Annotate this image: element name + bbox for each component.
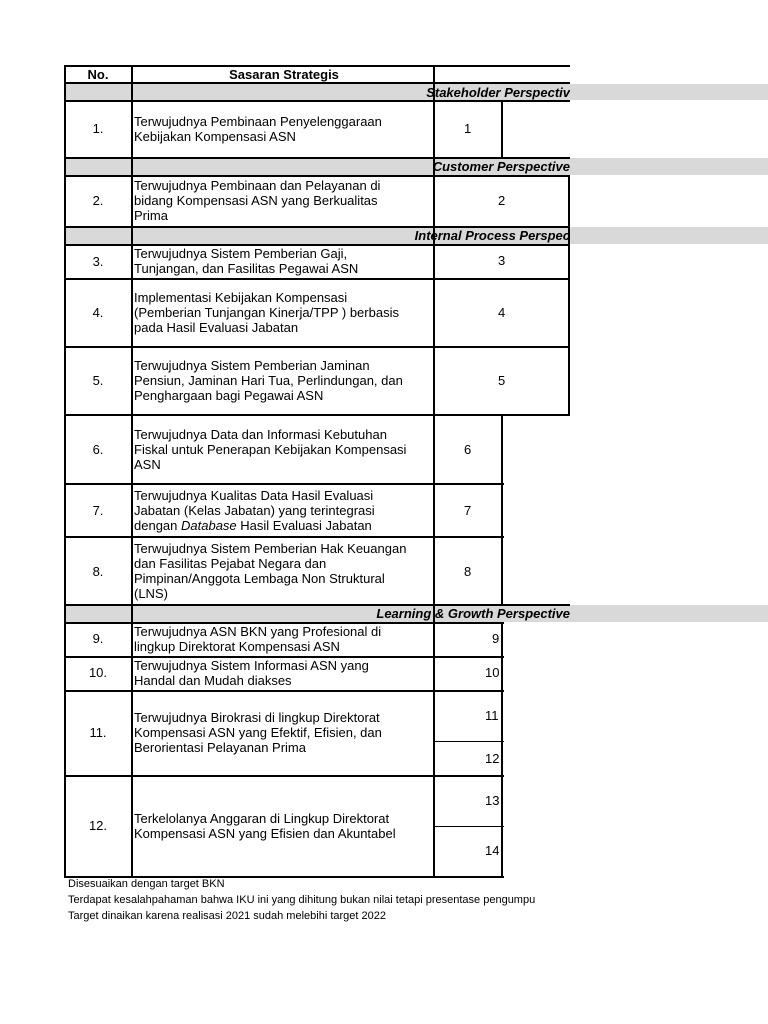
- row-11-text: Terwujudnya Birokrasi di lingkup Direktorat Kompensasi ASN yang Efektif, Efisien, dan Berorientasi Pelayanan Prima: [134, 710, 382, 755]
- row-1-text: Terwujudnya Pembinaan Penyelenggaraan Kebijakan Kompensasi ASN: [134, 114, 382, 144]
- row-7-index: 7: [464, 503, 472, 518]
- customer-perspective-label: Customer Perspective: [432, 159, 570, 174]
- row-10-index: 10: [485, 665, 500, 680]
- row-5-text: Terwujudnya Sistem Pemberian Jaminan Pensiun, Jaminan Hari Tua, Perlindungan, dan Penghargaan bagi Pegawai ASN: [134, 358, 403, 403]
- row-3-number: 3.: [92, 254, 104, 269]
- row-8-index: 8: [464, 564, 472, 579]
- row-2-index: 2: [498, 193, 506, 208]
- row-4-number: 4.: [92, 305, 104, 320]
- row-10-number: 10.: [88, 665, 108, 680]
- row-4-text: Implementasi Kebijakan Kompensasi (Pemberian Tunjangan Kinerja/TPP ) berbasis pada Hasil Evaluasi Jabatan: [134, 290, 399, 335]
- row-1-number: 1.: [92, 121, 104, 136]
- row-9-number: 9.: [92, 631, 104, 646]
- row-5-index: 5: [498, 373, 506, 388]
- note-2: Terdapat kesalahpahaman bahwa IKU ini yang dihitung bukan nilai tetapi presentase pengumpu: [68, 894, 536, 906]
- row-2-text: Terwujudnya Pembinaan dan Pelayanan di bidang Kompensasi ASN yang Berkualitas Prima: [134, 178, 381, 223]
- note-1: Disesuaikan dengan target BKN: [68, 878, 225, 890]
- row-6-text: Terwujudnya Data dan Informasi Kebutuhan Fiskal untuk Penerapan Kebijakan Kompensasi ASN: [134, 427, 407, 472]
- row-12-text: Terkelolanya Anggaran di Lingkup Direktorat Kompensasi ASN yang Efisien dan Akuntabel: [134, 811, 396, 841]
- row-6-number: 6.: [92, 442, 104, 457]
- row-5-number: 5.: [92, 373, 104, 388]
- internal-process-perspective-label: Internal Process Perspec: [414, 228, 570, 243]
- row-2-number: 2.: [92, 193, 104, 208]
- row-7-number: 7.: [92, 503, 104, 518]
- learning-growth-perspective-label: Learning & Growth Perspective: [376, 606, 570, 621]
- row-4-index: 4: [498, 305, 506, 320]
- row-9-index: 9: [492, 631, 500, 646]
- row-6-index: 6: [464, 442, 472, 457]
- row-8-number: 8.: [92, 564, 104, 579]
- row-1-index: 1: [464, 121, 472, 136]
- row-3-index: 3: [498, 253, 506, 268]
- header-sasaran-strategis: Sasaran Strategis: [229, 67, 339, 82]
- row-8-text: Terwujudnya Sistem Pemberian Hak Keuangan dan Fasilitas Pejabat Negara dan Pimpinan/Anggota Lembaga Non Struktural (LNS): [134, 541, 407, 601]
- row-9-text: Terwujudnya ASN BKN yang Profesional di lingkup Direktorat Kompensasi ASN: [134, 624, 382, 654]
- row-10-text: Terwujudnya Sistem Informasi ASN yang Handal dan Mudah diakses: [134, 658, 369, 688]
- stakeholder-perspective-label: Stakeholder Perspectiv: [426, 85, 570, 100]
- row-12-index-a: 13: [485, 793, 500, 808]
- header-no: No.: [87, 67, 109, 82]
- row-11-number: 11.: [89, 725, 107, 740]
- row-12-number: 12.: [88, 818, 108, 833]
- row-11-index-b: 12: [485, 751, 500, 766]
- row-7-text: Terwujudnya Kualitas Data Hasil Evaluasi Jabatan (Kelas Jabatan) yang terintegrasi dengan Database Hasil Evaluasi Jabatan: [134, 488, 375, 533]
- row-12-index-b: 14: [485, 843, 500, 858]
- row-3-text: Terwujudnya Sistem Pemberian Gaji, Tunjangan, dan Fasilitas Pegawai ASN: [134, 246, 359, 276]
- note-3: Target dinaikan karena realisasi 2021 sudah melebihi target 2022: [68, 910, 386, 922]
- row-11-index-a: 11: [485, 708, 499, 723]
